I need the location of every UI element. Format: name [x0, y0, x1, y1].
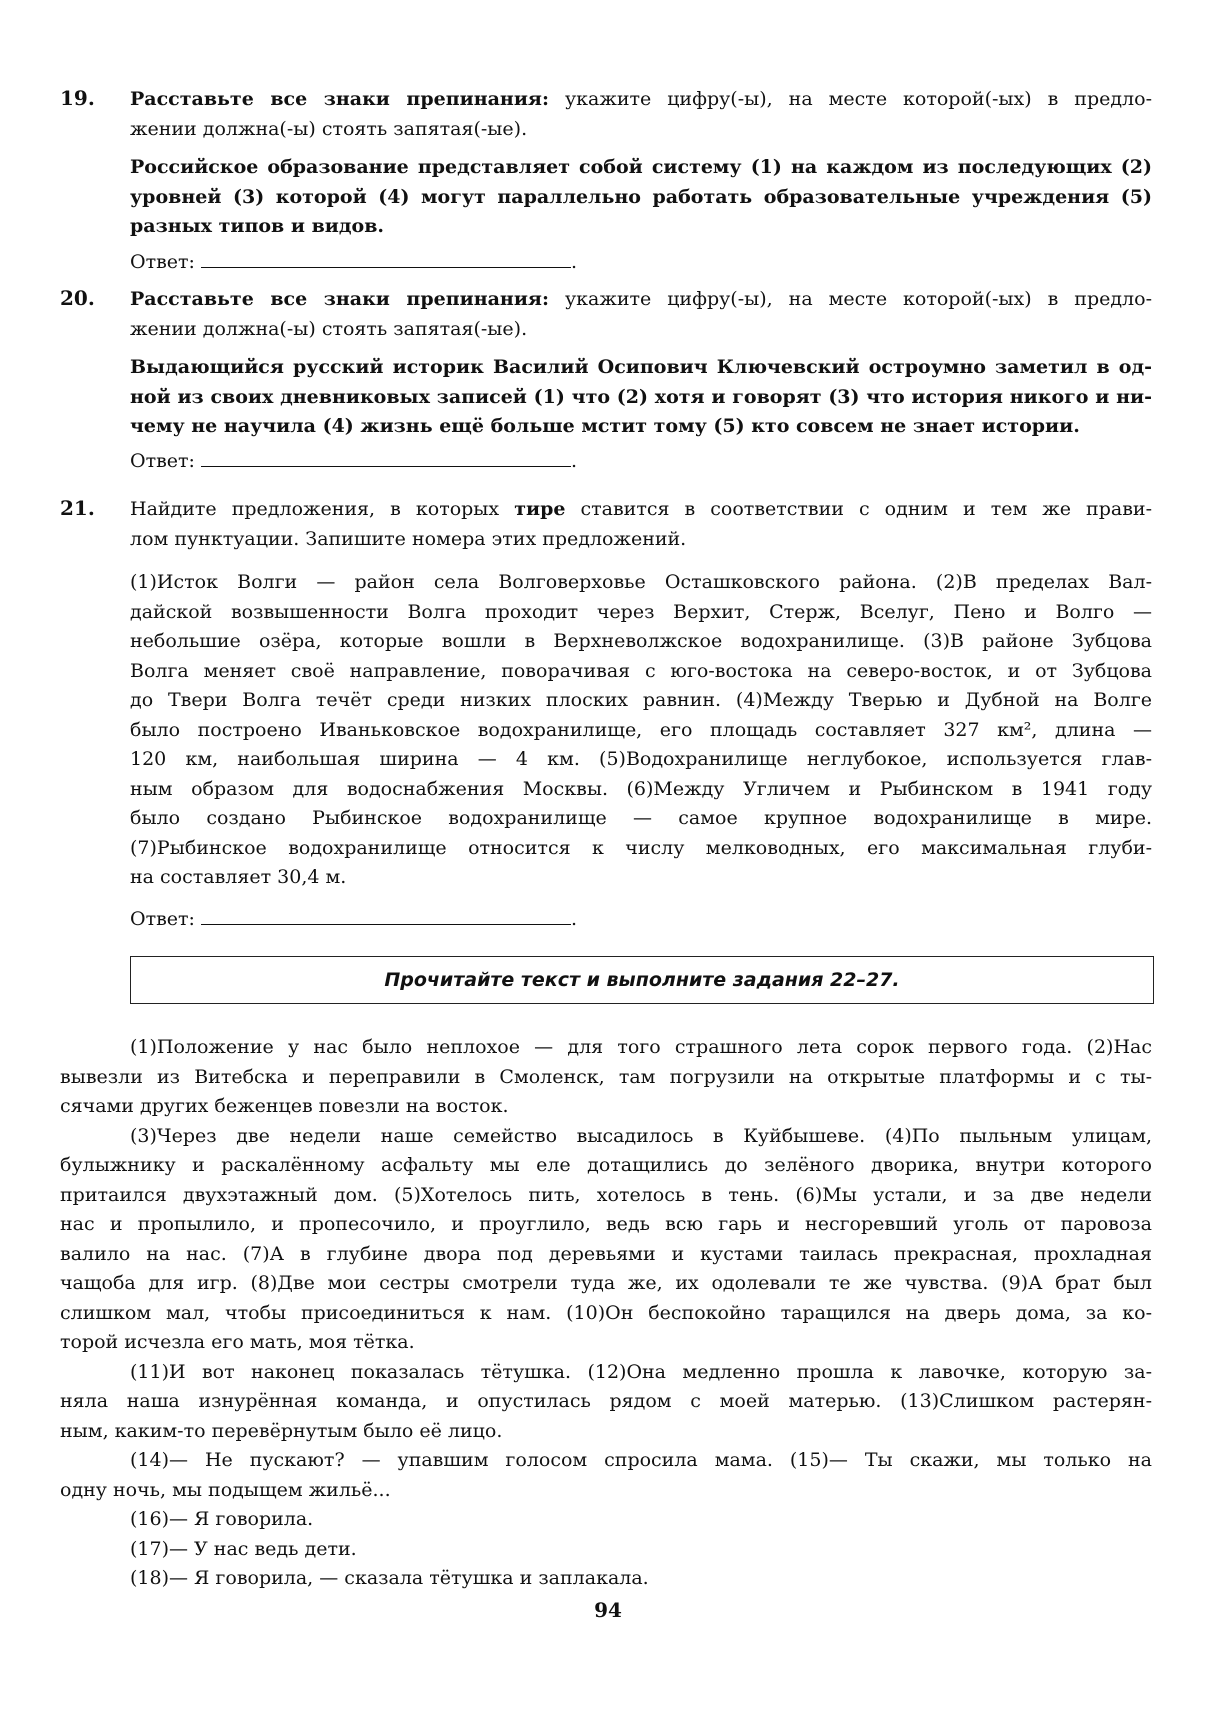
- text-span: укажите цифру(-ы), на месте которой(-ых) в предло-: [548, 288, 1152, 310]
- text-span: Найдите предложения, в которых: [130, 498, 515, 520]
- text-line: няла наша изнурённая команда, и опустилась рядом с моей матерью. (13)Слишком растерян-: [60, 1390, 1152, 1412]
- text-line: ным, каким-то перевёрнутым было её лицо.: [60, 1419, 503, 1442]
- answer-input[interactable]: [201, 904, 571, 925]
- text-line: было создано Рыбинское водохранилище — самое крупное водохранилище в мире.: [130, 807, 1152, 829]
- text-line: вывезли из Витебска и переправили в Смоленск, там погрузили на открытые платформы и с ты-: [60, 1065, 1152, 1088]
- task-instruction: [130, 285, 1152, 344]
- text-line: торой исчезла его мать, моя тётка.: [60, 1331, 415, 1353]
- answer-field: [130, 247, 577, 277]
- text-line: жении должна(-ы) стоять запятая(-ые).: [130, 117, 528, 140]
- answer-input[interactable]: [201, 247, 571, 268]
- text-line: одну ночь, мы подыщем жильё...: [60, 1478, 391, 1501]
- text-line: лом пунктуации. Запишите номера этих предложений.: [130, 527, 687, 550]
- bold-text: Расставьте все знаки препинания:: [130, 88, 549, 110]
- text-line: дайской возвышенности Волга проходит через Верхит, Стерж, Вселуг, Пено и Волго —: [130, 600, 1152, 623]
- reading-header-box: Прочитайте текст и выполните задания 22–27.: [130, 956, 1154, 1004]
- answer-label: Ответ:: [130, 908, 195, 930]
- answer-end: .: [570, 251, 577, 273]
- reading-text: [60, 1033, 1152, 1594]
- text-line: жении должна(-ы) стоять запятая(-ые).: [130, 317, 528, 340]
- answer-label: Ответ:: [130, 450, 195, 472]
- text-line: небольшие озёра, которые вошли в Верхневолжское водохранилище. (3)В районе Зубцова: [130, 630, 1152, 652]
- text-line: (3)Через две недели наше семейство высадилось в Куйбышеве. (4)По пыльным улицам,: [130, 1124, 1152, 1147]
- text-line: [130, 285, 1152, 315]
- task-number: 19.: [60, 86, 95, 110]
- task-text: [130, 568, 1152, 893]
- task-sentence: [130, 153, 1152, 242]
- page-number: 94: [594, 1598, 622, 1622]
- text-line: валило на нас. (7)А в глубине двора под деревьями и кустами таилась прекрасная, прохладная: [60, 1242, 1152, 1265]
- text-line: (1)Положение у нас было неплохое — для того страшного лета сорок первого года. (2)Нас: [130, 1036, 1152, 1058]
- text-line: [130, 495, 1152, 525]
- text-line: (11)И вот наконец показалась тётушка. (12)Она медленно прошла к лавочке, которую за-: [130, 1360, 1152, 1383]
- text-line: ной из своих дневниковых записей (1) что (2) хотя и говорят (3) что история никого и ни-: [130, 385, 1152, 408]
- task-sentence: [130, 353, 1152, 442]
- text-line: (18)— Я говорила, — сказала тётушка и заплакала.: [130, 1567, 649, 1589]
- text-span: ставится в соответствии с одним и тем же прави-: [565, 498, 1152, 520]
- text-line: слишком мал, чтобы присоединиться к нам. (10)Он беспокойно таращился на дверь дома, за ко-: [60, 1301, 1152, 1324]
- text-line: чему не научила (4) жизнь ещё больше мстит тому (5) кто совсем не знает истории.: [130, 415, 1080, 437]
- text-line: притаился двухэтажный дом. (5)Хотелось пить, хотелось в тень. (6)Мы устали, и за две недели: [60, 1183, 1152, 1206]
- text-line: было построено Иваньковское водохранилище, его площадь составляет 327 км², длина —: [130, 718, 1152, 741]
- text-line: (1)Исток Волги — район села Волговерховье Осташковского района. (2)В пределах Вал-: [130, 571, 1152, 593]
- text-line: чащоба для игр. (8)Две мои сестры смотрели туда же, их одолевали те же чувства. (9)А брат был: [60, 1272, 1152, 1294]
- text-line: 120 км, наибольшая ширина — 4 км. (5)Водохранилище неглубокое, используется глав-: [130, 748, 1152, 770]
- task-instruction: [130, 495, 1152, 554]
- text-line: ным образом для водоснабжения Москвы. (6)Между Угличем и Рыбинском в 1941 году: [130, 777, 1152, 800]
- text-line: Волга меняет своё направление, поворачивая с юго-востока на северо-восток, и от Зубцова: [130, 659, 1152, 682]
- answer-label: Ответ:: [130, 251, 195, 273]
- answer-end: .: [570, 908, 577, 930]
- text-line: (14)— Не пускают? — упавшим голосом спросила мама. (15)— Ты скажи, мы только на: [130, 1449, 1152, 1471]
- text-line: Российское образование представляет собой систему (1) на каждом из последующих (2): [130, 156, 1152, 178]
- task-number: 21.: [60, 496, 95, 520]
- text-line: Выдающийся русский историк Василий Осипович Ключевский остроумно заметил в од-: [130, 356, 1152, 378]
- text-line: [130, 85, 1152, 115]
- answer-field: [130, 904, 577, 934]
- text-line: на составляет 30,4 м.: [130, 866, 347, 888]
- text-line: (17)— У нас ведь дети.: [130, 1537, 357, 1560]
- task-number: 20.: [60, 286, 95, 310]
- text-line: сячами других беженцев повезли на восток.: [60, 1095, 509, 1117]
- text-span: укажите цифру(-ы), на месте которой(-ых) в предло-: [548, 88, 1152, 110]
- task-instruction: [130, 85, 1152, 144]
- bold-text: Расставьте все знаки препинания:: [130, 288, 549, 310]
- text-line: разных типов и видов.: [130, 215, 385, 237]
- bold-text: тире: [514, 498, 566, 520]
- text-line: булыжнику и раскалённому асфальту мы еле дотащились до зелёного дворика, внутри которого: [60, 1154, 1152, 1176]
- answer-input[interactable]: [201, 446, 571, 467]
- answer-field: [130, 446, 577, 476]
- text-line: (16)— Я говорила.: [130, 1508, 314, 1530]
- text-line: нас и пропылило, и пропесочило, и проуглило, ведь всю гарь и несгоревший уголь от паровоза: [60, 1213, 1152, 1235]
- answer-end: .: [570, 450, 577, 472]
- text-line: (7)Рыбинское водохранилище относится к числу мелководных, его максимальная глуби-: [130, 836, 1152, 859]
- text-line: уровней (3) которой (4) могут параллельно работать образовательные учреждения (5): [130, 185, 1152, 208]
- text-line: до Твери Волга течёт среди низких плоских равнин. (4)Между Тверью и Дубной на Волге: [130, 689, 1152, 711]
